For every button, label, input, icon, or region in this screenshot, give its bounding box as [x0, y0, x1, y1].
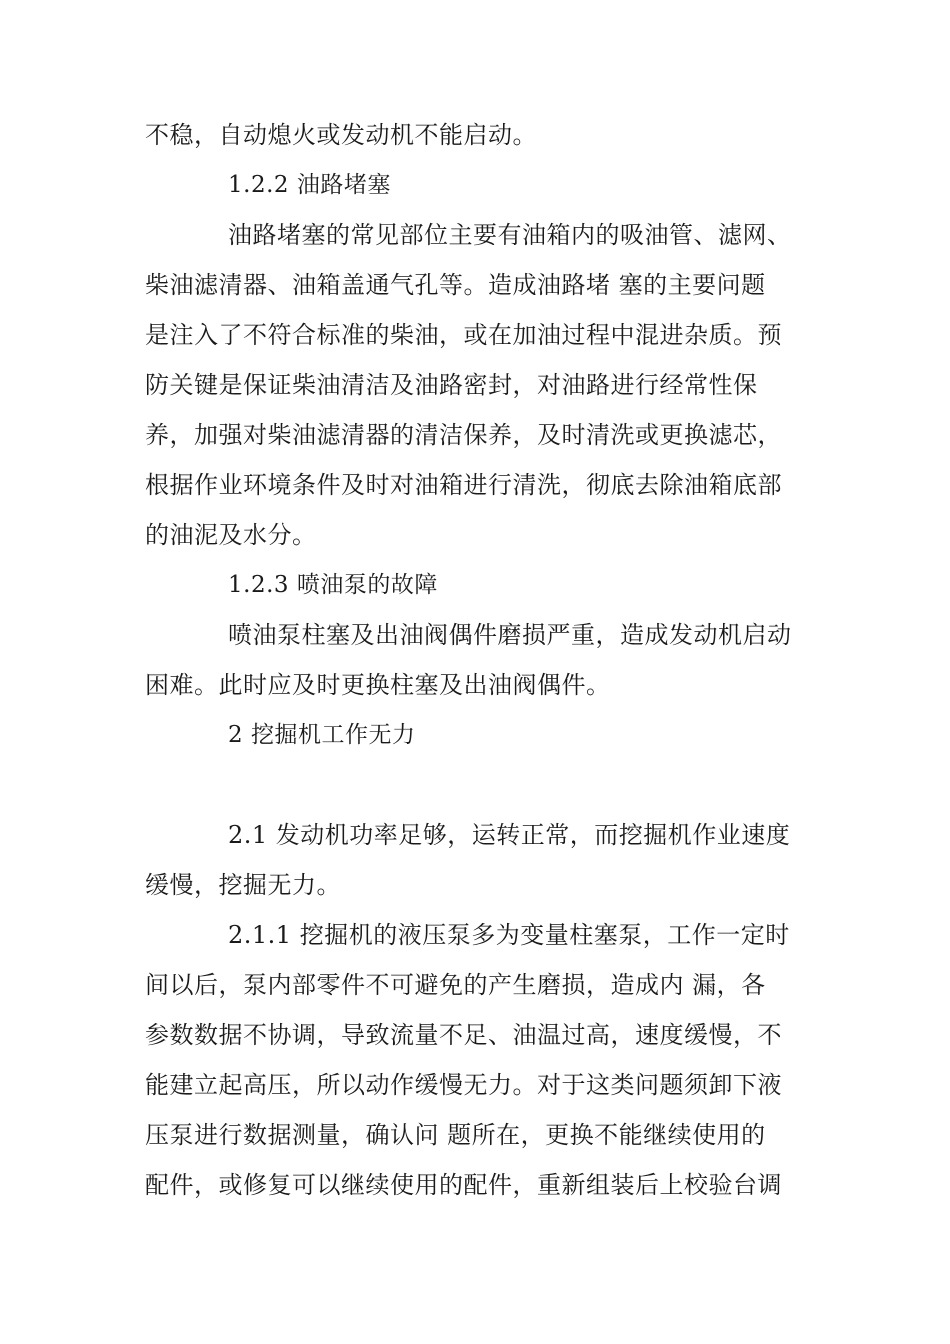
paragraph-line: 油路堵塞的常见部位主要有油箱内的吸油管、滤网、 [228, 221, 792, 249]
paragraph-line: 压泵进行数据测量，确认问 题所在，更换不能继续使用的 [145, 1121, 766, 1149]
section-heading-2: 2 挖掘机工作无力 [228, 722, 416, 748]
section-heading-1-2-3: 1.2.3 喷油泵的故障 [228, 572, 438, 598]
paragraph-line: 困难。此时应及时更换柱塞及出油阀偶件。 [145, 671, 611, 699]
paragraph-line: 防关键是保证柴油清洁及油路密封，对油路进行经常性保 [145, 371, 758, 399]
paragraph-line: 不稳，自动熄火或发动机不能启动。 [145, 121, 537, 149]
paragraph-line: 根据作业环境条件及时对油箱进行清洗，彻底去除油箱底部 [145, 471, 782, 499]
paragraph-line: 能建立起高压，所以动作缓慢无力。对于这类问题须卸下液 [145, 1071, 782, 1099]
paragraph-line: 柴油滤清器、油箱盖通气孔等。造成油路堵 塞的主要问题 [145, 271, 766, 299]
paragraph-line: 2.1.1 挖掘机的液压泵多为变量柱塞泵，工作一定时 [228, 921, 790, 949]
paragraph-line: 养，加强对柴油滤清器的清洁保养，及时清洗或更换滤芯， [145, 421, 782, 449]
paragraph-line: 间以后，泵内部零件不可避免的产生磨损，造成内 漏，各 [145, 971, 766, 999]
paragraph-line: 喷油泵柱塞及出油阀偶件磨损严重，造成发动机启动 [228, 621, 792, 649]
paragraph-line: 的油泥及水分。 [145, 521, 317, 549]
section-heading-1-2-2: 1.2.2 油路堵塞 [228, 172, 391, 198]
paragraph-line: 是注入了不符合标准的柴油，或在加油过程中混进杂质。预 [145, 321, 782, 349]
paragraph-line: 参数数据不协调，导致流量不足、油温过高，速度缓慢，不 [145, 1021, 782, 1049]
paragraph-line: 缓慢，挖掘无力。 [145, 871, 341, 899]
paragraph-line: 2.1 发动机功率足够，运转正常，而挖掘机作业速度 [228, 821, 791, 849]
paragraph-line: 配件，或修复可以继续使用的配件，重新组装后上校验台调 [145, 1171, 782, 1199]
